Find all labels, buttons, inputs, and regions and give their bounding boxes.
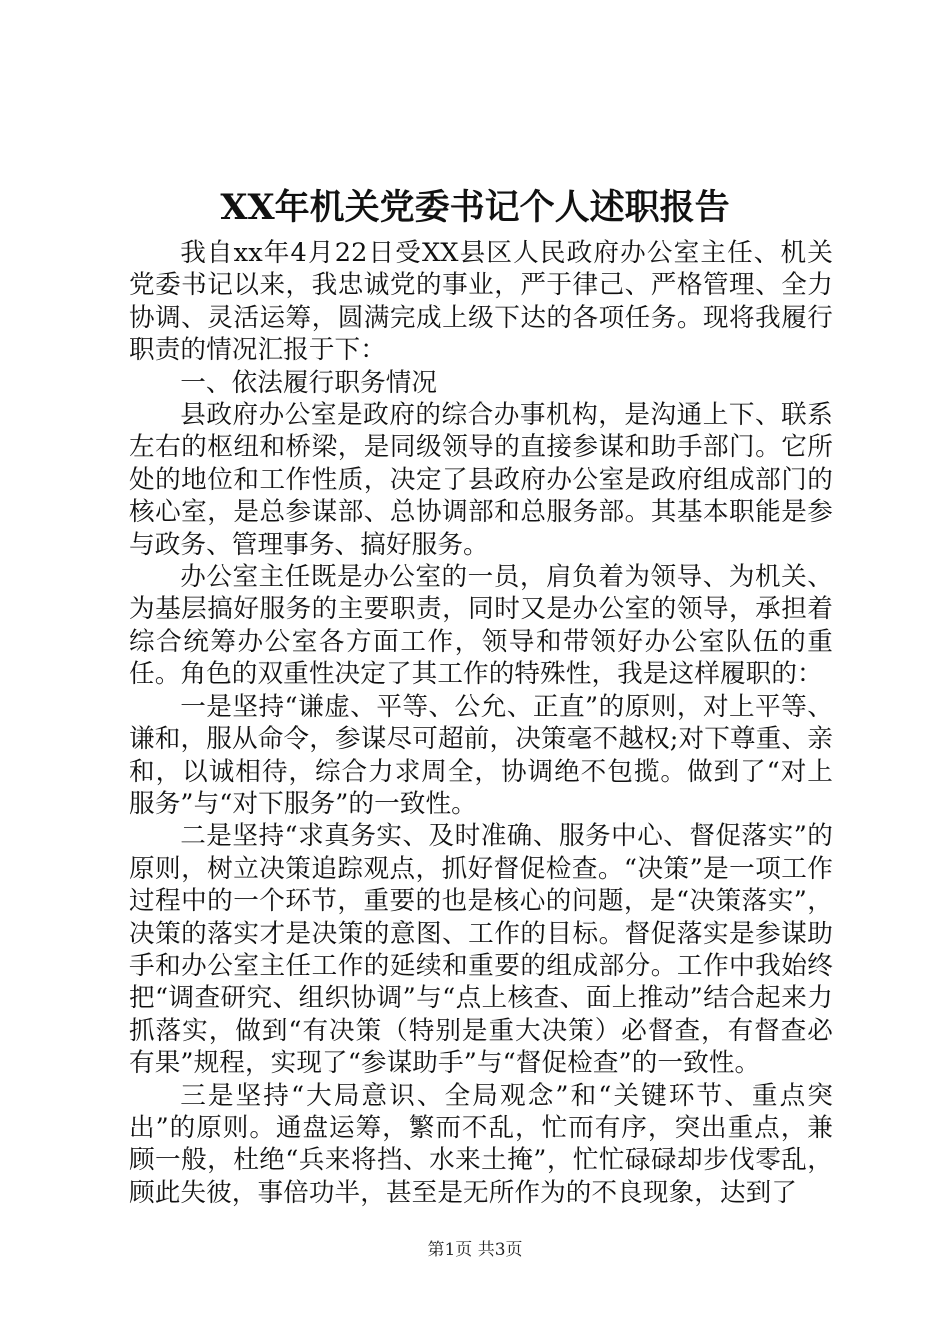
paragraph-point-two: 二是坚持“求真务实、及时准确、服务中心、督促落实”的原则，树立决策追踪观点，抓好督促检查。“决策”是一项工作过程中的一个环节，重要的也是核心的问题，是“决策落实”，决策的落实才是决策的意图、工作的目标。督促落实是参谋助手和办公室主任工作的延续和重要的组成部分。工作中我始终把“调查研究、组织协调”与“点上核查、面上推动”结合起来力抓落实，做到“有决策（特别是重大决策）必督查，有督查必有果”规程，实现了“参谋助手”与“督促检查”的一致性。 bbox=[129, 821, 834, 1079]
paragraph-intro: 我自xx年4月22日受XX县区人民政府办公室主任、机关党委书记以来，我忠诚党的事业，严于律己、严格管理、全力协调、灵活运筹，圆满完成上级下达的各项任务。现将我履行职责的情况汇报于下： bbox=[129, 238, 833, 366]
page-number-footer: 第1页 共3页 bbox=[427, 1240, 523, 1260]
document-title: XX年机关党委书记个人述职报告 bbox=[220, 187, 730, 228]
paragraph-office-role: 县政府办公室是政府的综合办事机构，是沟通上下、联系左右的枢纽和桥梁，是同级领导的直接参谋和助手部门。它所处的地位和工作性质，决定了县政府办公室是政府组成部门的核心室，是总参谋部、总协调部和总服务部。其基本职能是参与政务、管理事务、搞好服务。 bbox=[129, 400, 833, 560]
section-heading: 一、依法履行职务情况 bbox=[180, 367, 438, 398]
paragraph-point-three: 三是坚持“大局意识、全局观念”和“关键环节、重点突出”的原则。通盘运筹，繁而不乱，忙而有序，突出重点，兼顾一般，杜绝“兵来将挡、水来土掩”，忙忙碌碌却步伐零乱，顾此失彼，事倍功半，甚至是无所作为的不良现象，达到了 bbox=[129, 1080, 833, 1208]
paragraph-point-one: 一是坚持“谦虚、平等、公允、正直”的原则，对上平等、谦和，服从命令，参谋尽可超前，决策毫不越权;对下尊重、亲和，以诚相待，综合力求周全，协调绝不包揽。做到了“对上服务”与“对下服务”的一致性。 bbox=[129, 691, 833, 819]
paragraph-director-duty: 办公室主任既是办公室的一员，肩负着为领导、为机关、为基层搞好服务的主要职责，同时又是办公室的领导，承担着综合统筹办公室各方面工作，领导和带领好办公室队伍的重任。角色的双重性决定了其工作的特殊性，我是这样履职的： bbox=[129, 562, 833, 690]
document-body bbox=[129, 237, 833, 1209]
